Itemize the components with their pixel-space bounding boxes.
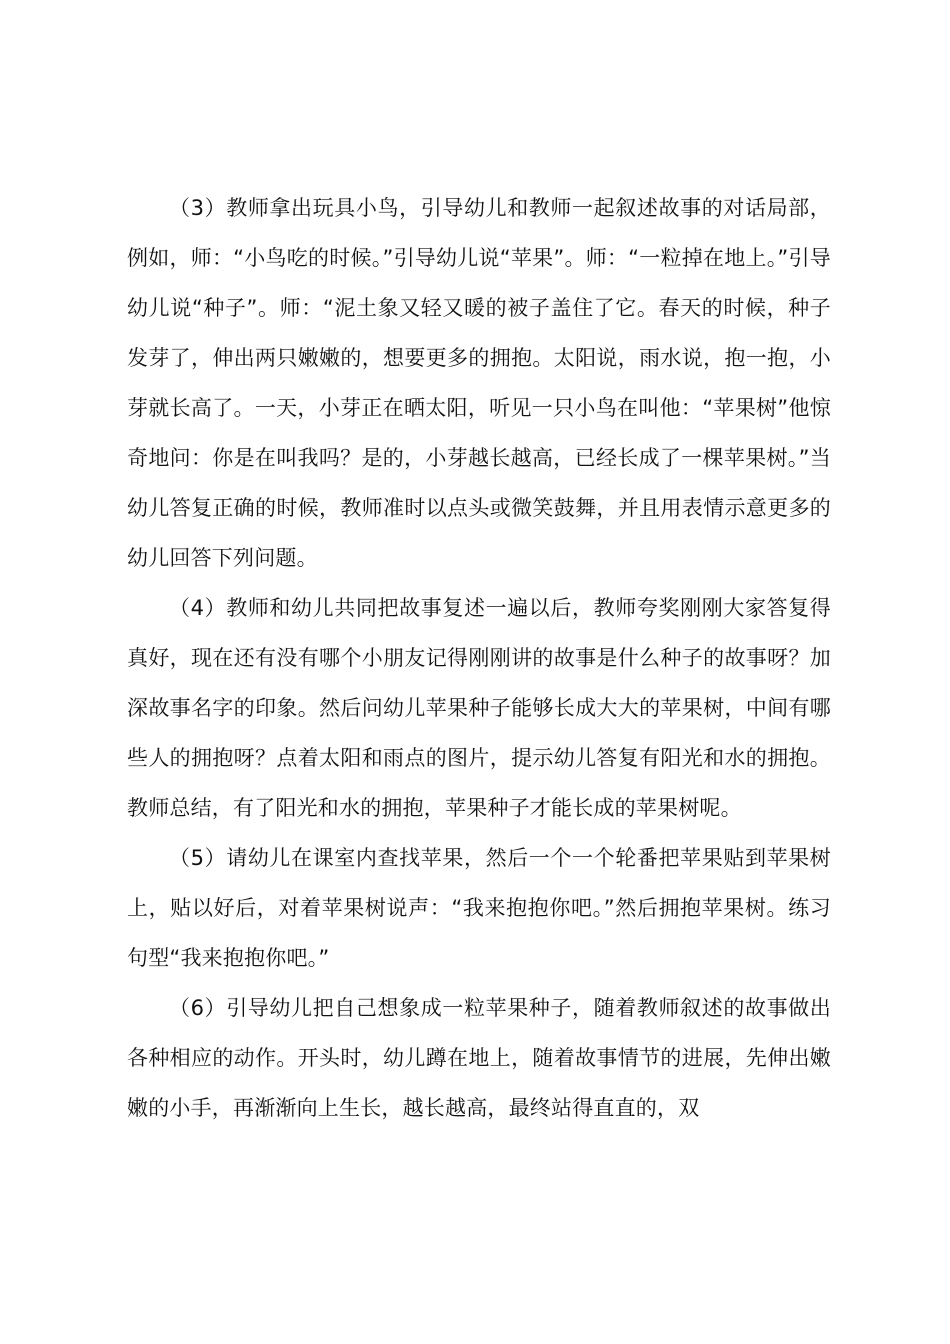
paragraph-step-4: （4）教师和幼儿共同把故事复述一遍以后，教师夸奖刚刚大家答复得真好，现在还有没有哪个小朋友记得刚刚讲的故事是什么种子的故事呀？加深故事名字的印象。然后问幼儿苹果种子能够长成大大的苹果树，中间有哪些人的拥抱呀？点着太阳和雨点的图片，提示幼儿答复有阳光和水的拥抱。教师总结，有了阳光和水的拥抱，苹果种子才能长成的苹果树呢。	[127, 596, 831, 820]
paragraph-step-3: （3）教师拿出玩具小鸟，引导幼儿和教师一起叙述故事的对话局部，例如，师：“小鸟吃的时候。”引导幼儿说“苹果”。师：“一粒掉在地上。”引导幼儿说“种子”。师：“泥土象又轻又暖的被子盖住了它。春天的时候，种子发芽了，伸出两只嫩嫩的，想要更多的拥抱。太阳说，雨水说，抱一抱，小芽就长高了。一天，小芽正在晒太阳，听见一只小鸟在叫他：“苹果树”他惊奇地问：你是在叫我吗？是的，小芽越长越高，已经长成了一棵苹果树。”当幼儿答复正确的时候，教师准时以点头或微笑鼓舞，并且用表情示意更多的幼儿回答下列问题。	[127, 196, 831, 570]
paragraph-step-6: （6）引导幼儿把自己想象成一粒苹果种子，随着教师叙述的故事做出各种相应的动作。开头时，幼儿蹲在地上，随着故事情节的进展，先伸出嫩嫩的小手，再渐渐向上生长，越长越高，最终站得直直的，双	[127, 996, 831, 1120]
document-body	[127, 183, 831, 1133]
paragraph-step-5: （5）请幼儿在课室内查找苹果，然后一个一个轮番把苹果贴到苹果树上，贴以好后，对着苹果树说声：“我来抱抱你吧。”然后拥抱苹果树。练习句型“我来抱抱你吧。”	[127, 846, 831, 970]
